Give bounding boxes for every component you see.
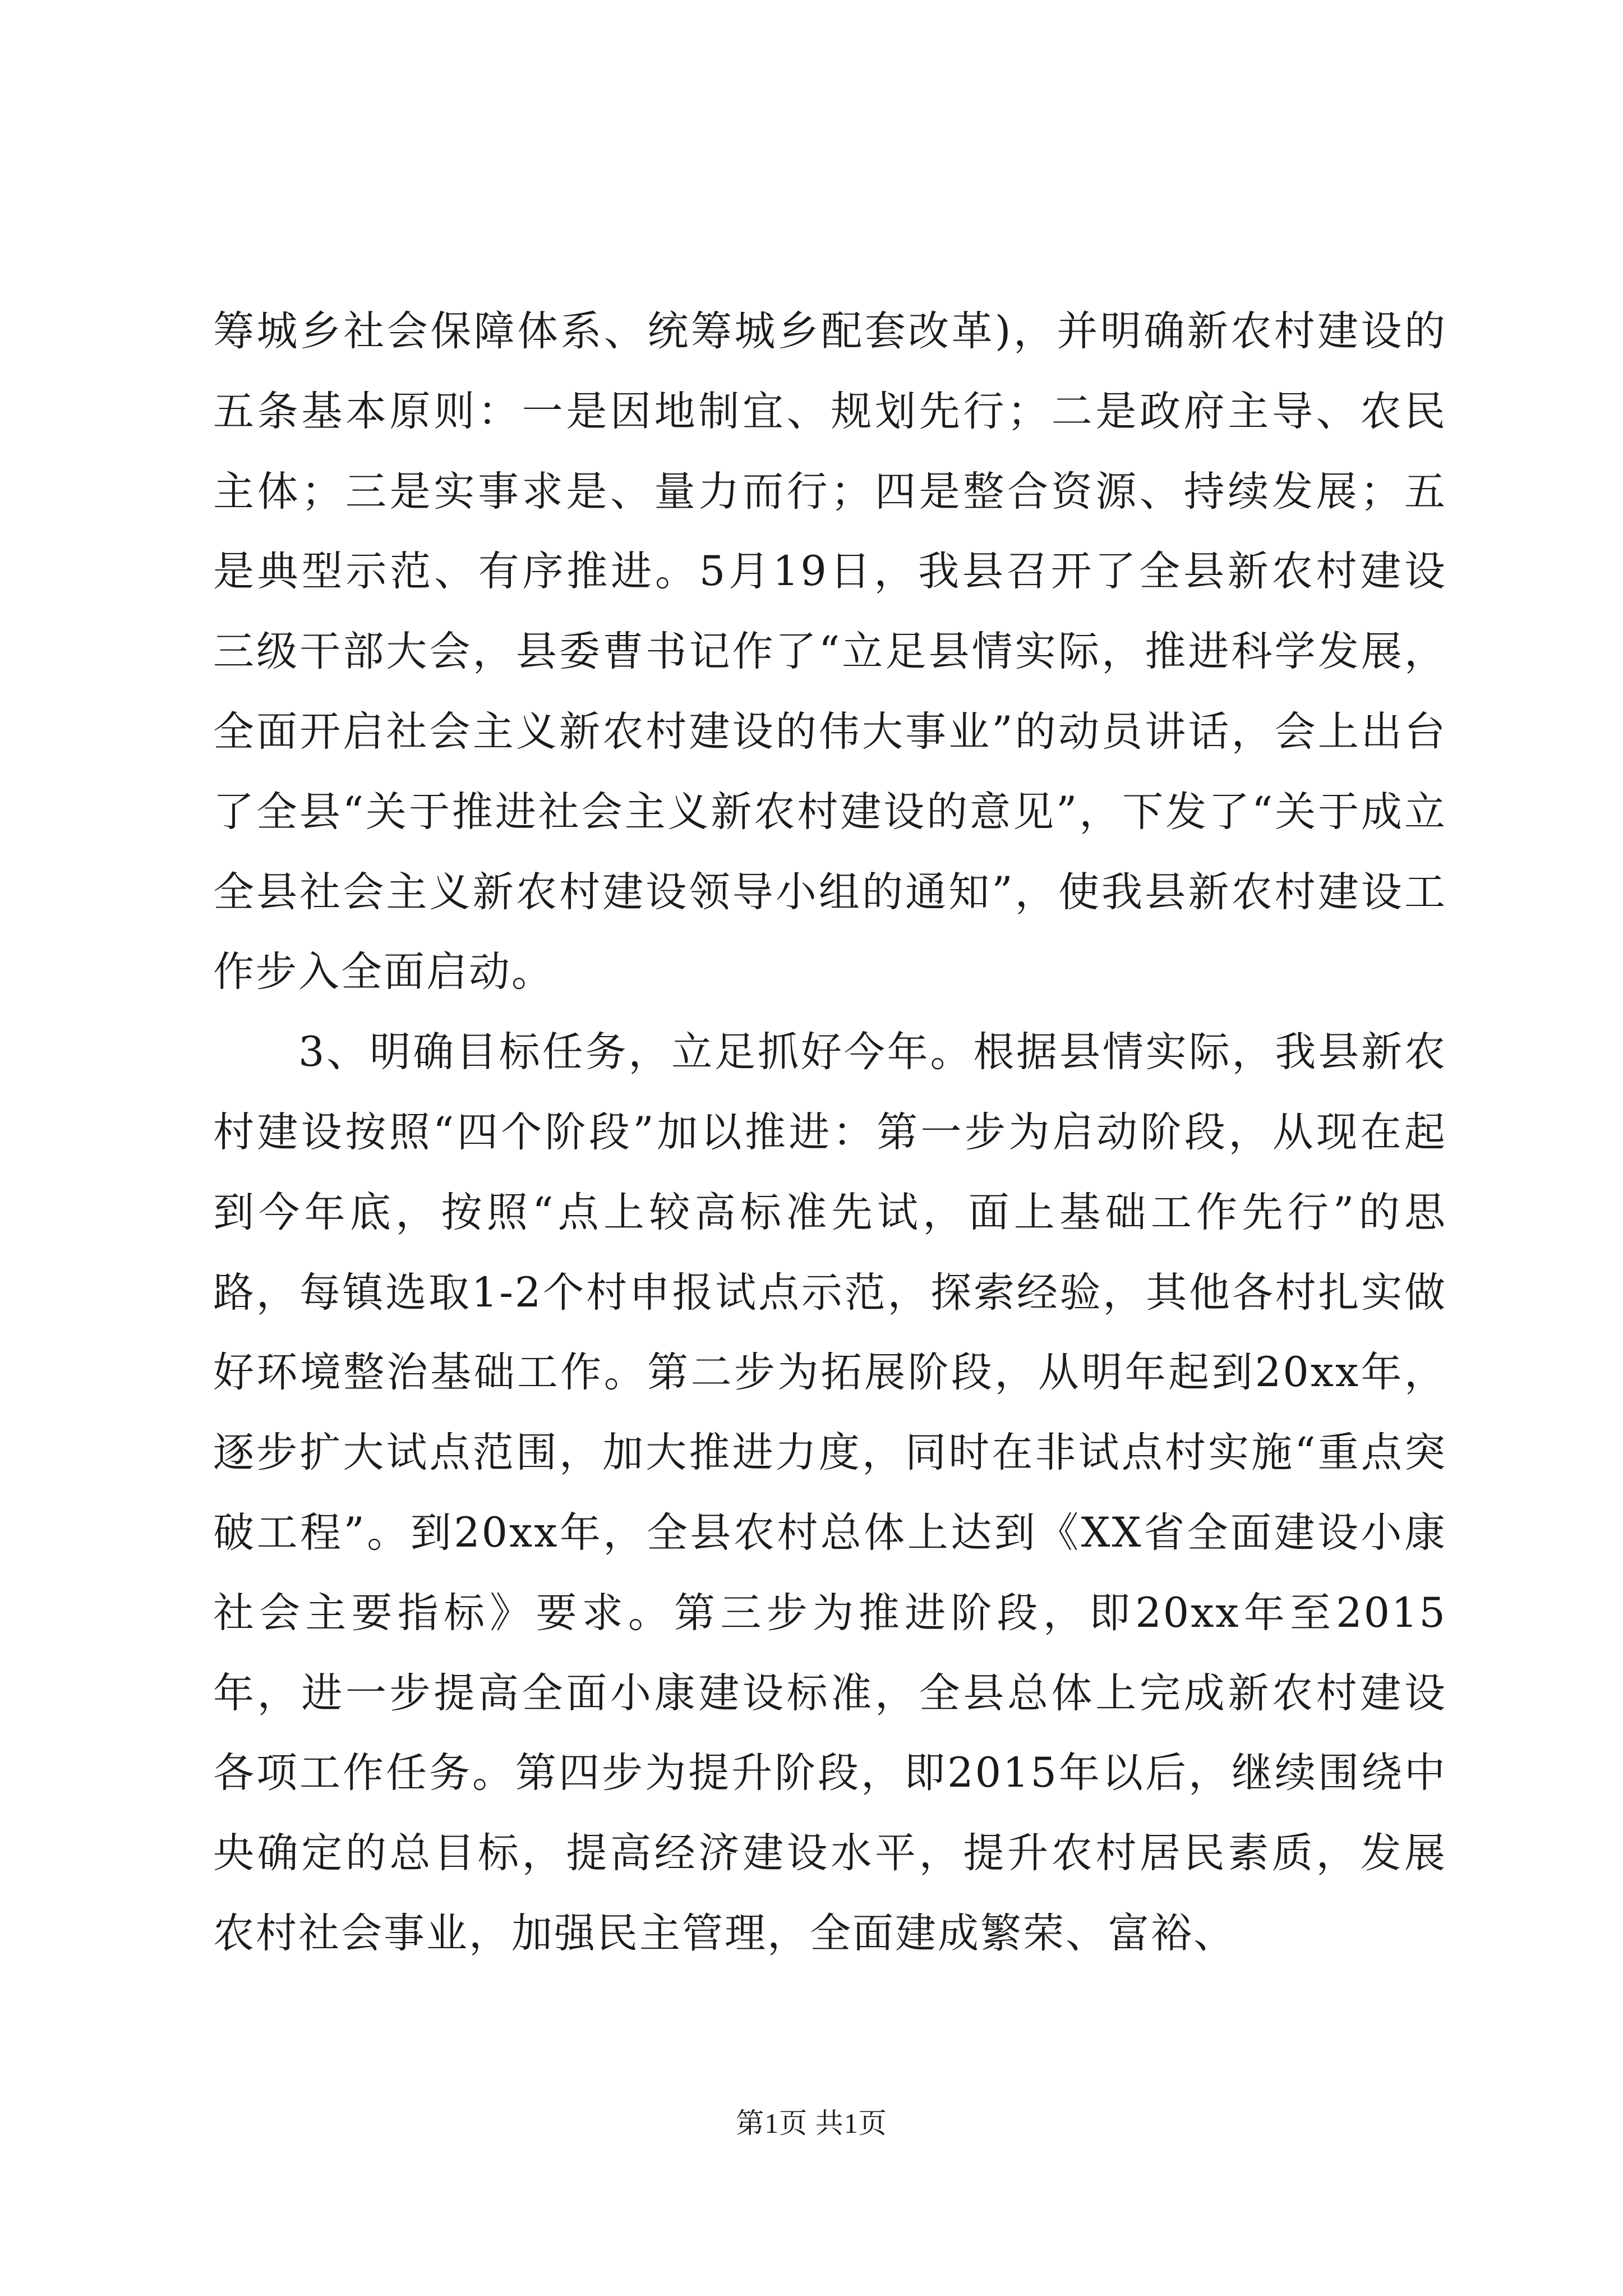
paragraph-1: 筹城乡社会保障体系、统筹城乡配套改革)，并明确新农村建设的五条基本原则：一是因地制宜、规划先行；二是政府主导、农民主体；三是实事求是、量力而行；四是整合资源、持续发展；五是典型示范、有序推进。5月19日，我县召开了全县新农村建设三级干部大会，县委曹书记作了“立足县情实际，推进科学发展，全面开启社会主义新农村建设的伟大事业”的动员讲话，会上出台了全县“关于推进社会主义新农村建设的意见”，下发了“关于成立全县社会主义新农村建设领导小组的通知”，使我县新农村建设工作步入全面启动。: [213, 307, 1447, 996]
paragraph-2: 3、明确目标任务，立足抓好今年。根据县情实际，我县新农村建设按照“四个阶段”加以推进：第一步为启动阶段，从现在起到今年底，按照“点上较高标准先试，面上基础工作先行”的思路，每镇选取1-2个村申报试点示范，探索经验，其他各村扎实做好环境整治基础工作。第二步为拓展阶段，从明年起到20xx年，逐步扩大试点范围，加大推进力度，同时在非试点村实施“重点突破工程”。到20xx年，全县农村总体上达到《XX省全面建设小康社会主要指标》要求。第三步为推进阶段，即20xx年至2015年，进一步提高全面小康建设标准，全县总体上完成新农村建设各项工作任务。第四步为提升阶段，即2015年以后，继续围绕中央确定的总目标，提高经济建设水平，提升农村居民素质，发展农村社会事业，加强民主管理，全面建成繁荣、富裕、: [213, 1028, 1447, 1957]
document-body: [213, 292, 1447, 1974]
page-footer: 第1页 共1页: [736, 2108, 887, 2139]
